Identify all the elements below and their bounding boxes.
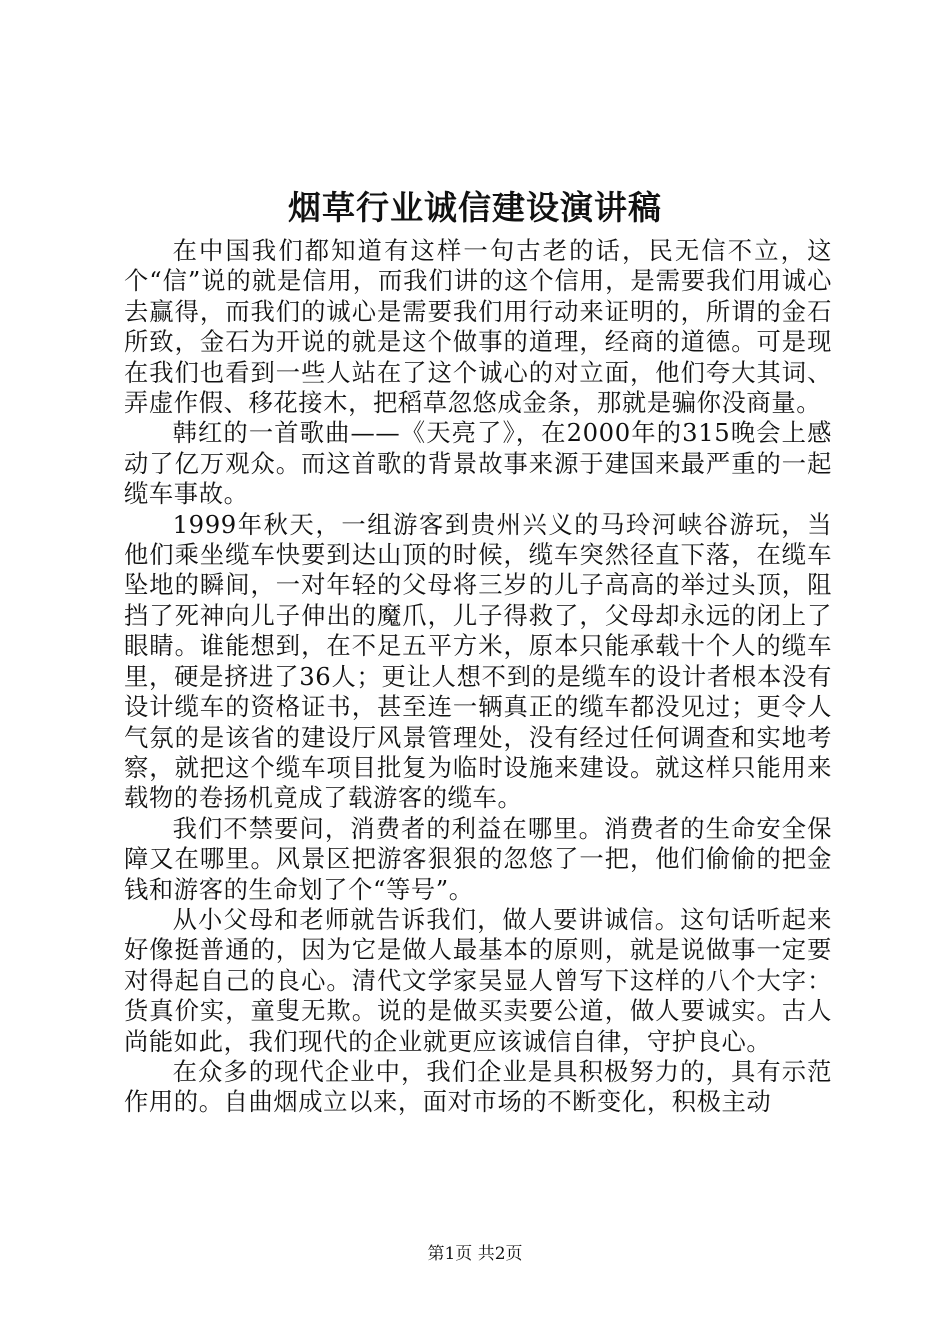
paragraph: 韩红的一首歌曲——《天亮了》，在2000年的315晚会上感动了亿万观众。而这首歌的背景故事来源于建国来最严重的一起缆车事故。	[124, 418, 832, 509]
paragraph: 1999年秋天，一组游客到贵州兴义的马玲河峡谷游玩，当他们乘坐缆车快要到达山顶的时候，缆车突然径直下落，在缆车坠地的瞬间，一对年轻的父母将三岁的儿子高高的举过头顶，阻挡了死神向儿子伸出的魔爪，儿子得救了，父母却永远的闭上了眼睛。谁能想到，在不足五平方米，原本只能承载十个人的缆车里，硬是挤进了36人；更让人想不到的是缆车的设计者根本没有设计缆车的资格证书，甚至连一辆真正的缆车都没见过；更令人气氛的是该省的建设厅风景管理处，没有经过任何调查和实地考察，就把这个缆车项目批复为临时设施来建设。就这样只能用来载物的卷扬机竟成了载游客的缆车。	[124, 509, 832, 813]
paragraph: 我们不禁要问，消费者的利益在哪里。消费者的生命安全保障又在哪里。风景区把游客狠狠的忽悠了一把，他们偷偷的把金钱和游客的生命划了个“等号”。	[124, 813, 832, 904]
document-title: 烟草行业诚信建设演讲稿	[288, 188, 662, 227]
page-number-footer: 第1页 共2页	[427, 1244, 523, 1264]
document-body	[124, 236, 832, 1118]
paragraph: 在众多的现代企业中，我们企业是具积极努力的，具有示范作用的。自曲烟成立以来，面对市场的不断变化，积极主动	[124, 1056, 832, 1117]
paragraph: 从小父母和老师就告诉我们，做人要讲诚信。这句话听起来好像挺普通的，因为它是做人最基本的原则，就是说做事一定要对得起自己的良心。清代文学家吴显人曾写下这样的八个大字：货真价实，童叟无欺。说的是做买卖要公道，做人要诚实。古人尚能如此，我们现代的企业就更应该诚信自律，守护良心。	[124, 904, 832, 1056]
paragraph: 在中国我们都知道有这样一句古老的话，民无信不立，这个“信”说的就是信用，而我们讲的这个信用，是需要我们用诚心去赢得，而我们的诚心是需要我们用行动来证明的，所谓的金石所致，金石为开说的就是这个做事的道理，经商的道德。可是现在我们也看到一些人站在了这个诚心的对立面，他们夸大其词、弄虚作假、移花接木，把稻草忽悠成金条，那就是骗你没商量。	[124, 236, 832, 418]
